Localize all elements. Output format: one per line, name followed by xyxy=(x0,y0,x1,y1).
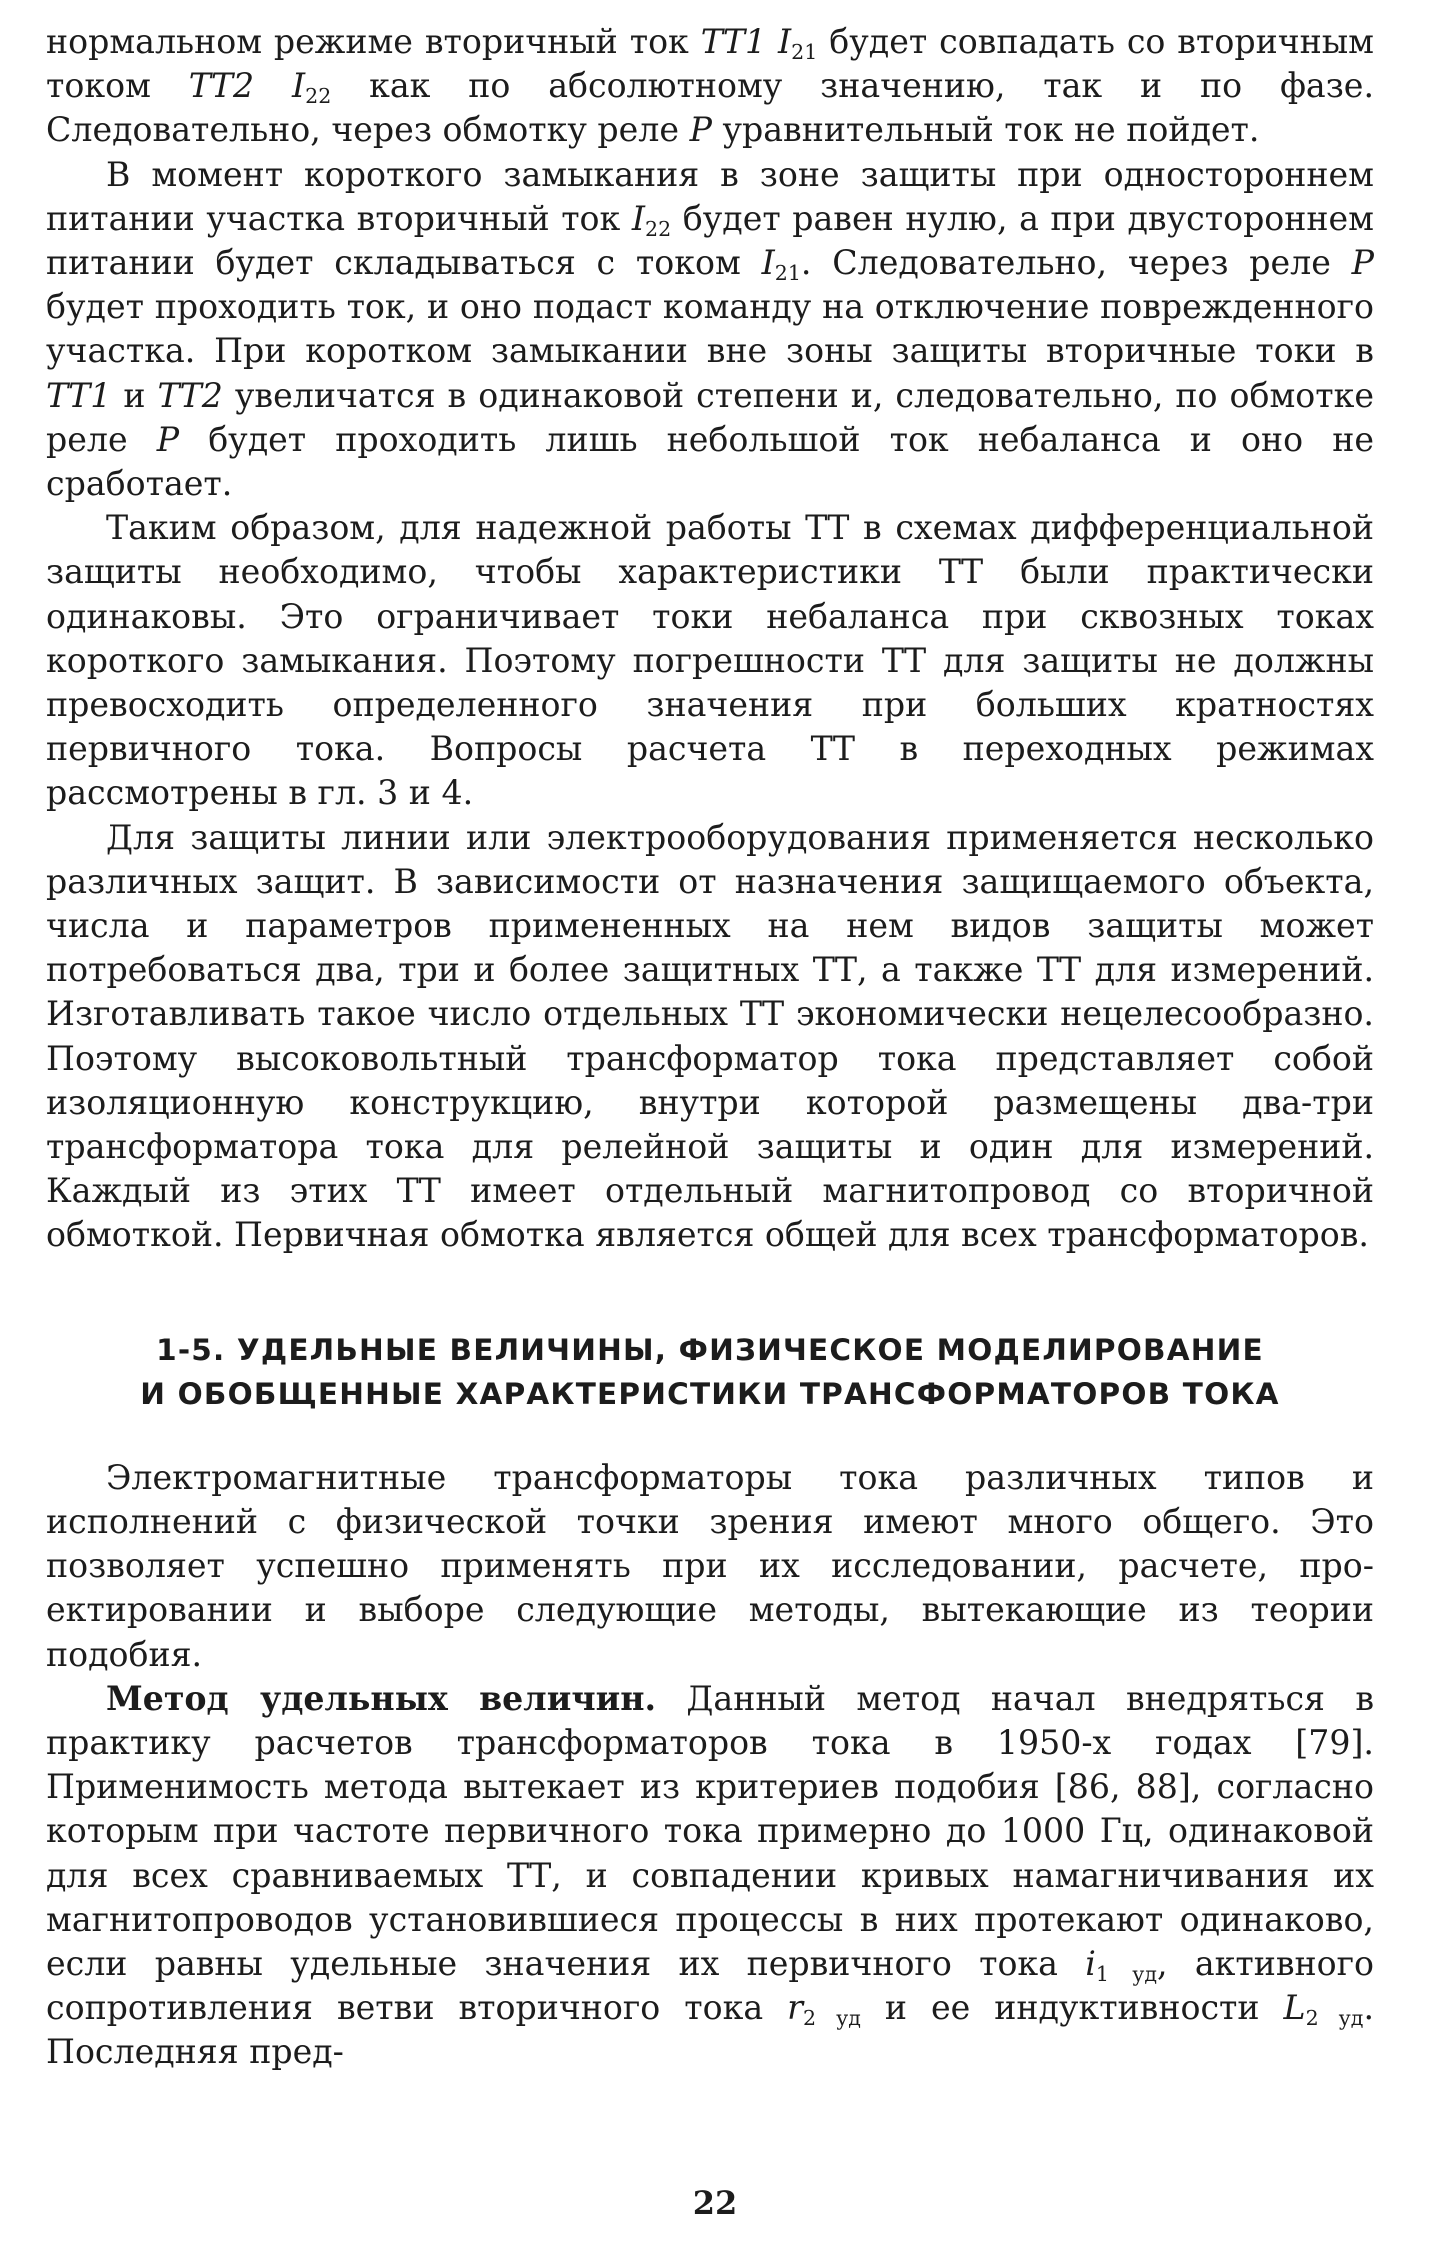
run-in-heading: Метод удельных величин. xyxy=(106,1678,657,1718)
paragraph-5: Электромагнитные трансформаторы тока различных типов и исполнений с физической точки зрения имеют много общего. Это позволяет успешно применять при их исследовании, расчете, проектировании и выборе следующие методы, вытекающие из теории подобия. xyxy=(46,1457,1374,1674)
paragraph-1: нормальном режиме вторичный ток ТТ1 $I_{21}$ будет совпадать со вторичным током ТТ2 $I_{22}$ как по абсолютному значению, так и по фазе. Следовательно, через обмотку реле Р уравнительный ток не пойдет. xyxy=(46,22,1374,150)
paragraph-3: Таким образом, для надежной работы ТТ в схемах дифференциальной защиты необходимо, чтобы характеристики ТТ были практически одинаковы. Это ограничивает токи небаланса при сквозных токах короткого замыкания. Поэтому погрешности ТТ для защиты не должны превосходить определенного значения при больших кратностях первичного тока. Вопросы расчета ТТ в переходных режимах рассмотрены в гл. 3 и 4. xyxy=(46,508,1374,813)
paragraph-2: В момент короткого замыкания в зоне защиты при одностороннем питании участка вторичный ток $I_{22}$ будет равен нулю, а при двустороннем питании будет складываться с током $I_{21}$. Следовательно, через реле Р будет проходить ток, и оно подаст команду на отключение поврежденного участка. При коротком замыкании вне зоны защиты вторичные токи в ТТ1 и ТТ2 увеличатся в одинаковой степени и, следовательно, по обмотке реле Р будет проходить лишь небольшой ток небаланса и оно не сработает. xyxy=(46,154,1374,504)
paragraph-6: Метод удельных величин. Данный метод начал внедряться в практику расчетов трансформаторов тока в 1950-х годах [79]. Применимость метода вытекает из критериев подобия [86, 88], согласно которым при частоте первичного тока примерно до 1000 Гц, одинаковой для всех сравниваемых ТТ, и совпадении кривых намагничивания их магнитопроводов установившиеся процессы в них протекают одинаково, если равны удельные значения их первичного тока $i_{1 уд}$, активного сопротивления ветви вторичного тока $r_{2 уд}$ и ее индуктивности $L_{2 уд}$. Последняя пред- xyxy=(46,1678,1375,2072)
page-number: 22 xyxy=(692,2184,738,2222)
section-heading-line-1: 1-5. УДЕЛЬНЫЕ ВЕЛИЧИНЫ, ФИЗИЧЕСКОЕ МОДЕЛИРОВАНИЕ xyxy=(156,1332,1264,1367)
paragraph-4: Для защиты линии или электрооборудования применяется несколько различных защит. В зависимости от назначения защищаемого объекта, числа и параметров примененных на нем видов защиты может потребоваться два, три и более защитных ТТ, а также ТТ для измерений. Изготавливать такое число отдельных ТТ экономически нецелесообразно. Поэтому высоковольтный трансформатор тока представляет собой изоляционную конструкцию, внутри которой размещены два-три трансформатора тока для релейной защиты и один для измерений. Каждый из этих ТТ имеет отдельный магнитопровод со вторичной обмоткой. Первичная обмотка является общей для всех трансформаторов. xyxy=(46,817,1374,1255)
section-heading xyxy=(46,1328,1374,1416)
section-heading-line-2: И ОБОБЩЕННЫЕ ХАРАКТЕРИСТИКИ ТРАНСФОРМАТОРОВ ТОКА xyxy=(140,1376,1280,1411)
